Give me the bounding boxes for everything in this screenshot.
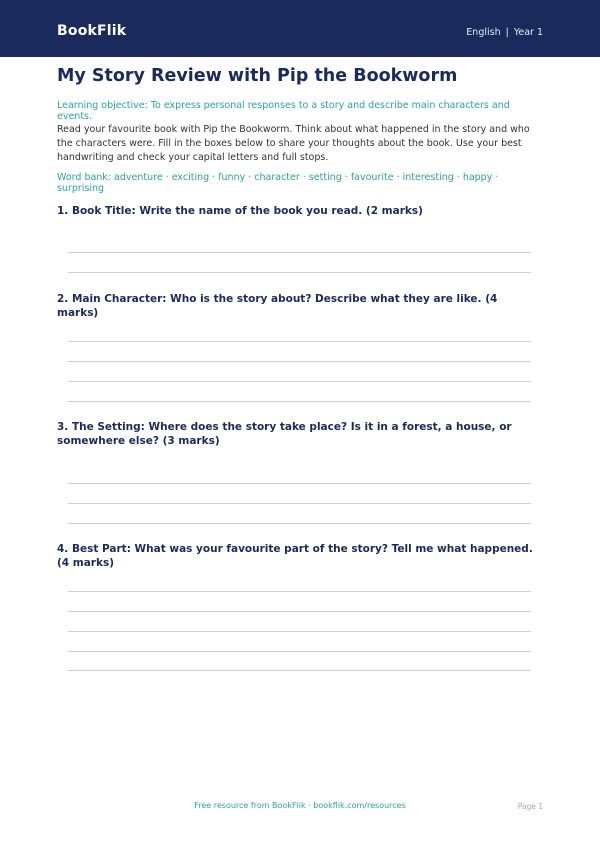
answer-line[interactable] [68,483,531,484]
answer-line[interactable] [68,651,531,652]
answer-line[interactable] [68,523,531,524]
worksheet-title: My Story Review with Pip the Bookworm [57,66,458,86]
answer-line[interactable] [68,401,531,402]
page-number: Page 1 [517,802,543,811]
answer-line[interactable] [68,503,531,504]
brand-logo-text: BookFlik [57,23,127,39]
word-bank: Word bank: adventure · exciting · funny · character · setting · favourite · interesting · happy · surprising [57,172,499,194]
answer-line[interactable] [68,591,531,592]
answer-line[interactable] [68,631,531,632]
answer-line[interactable] [68,361,531,362]
question-3: 3. The Setting: Where does the story take place? Is it in a forest, a house, or somewhere else? (3 marks) [57,421,512,447]
learning-objective: Learning objective: To express personal responses to a story and describe main characters and events. [57,100,510,122]
page-header [0,0,600,57]
year-label: Year 1 [513,27,543,38]
answer-line[interactable] [68,381,531,382]
answer-line[interactable] [68,341,531,342]
header-meta [466,27,543,38]
intro-paragraph: Read your favourite book with Pip the Bookworm. Think about what happened in the story and who the characters were. Fill in the boxes below to share your thoughts about the book. Use your best handwriting and check your capital letters and full stops. [57,124,530,163]
meta-separator: | [505,27,509,38]
question-4: 4. Best Part: What was your favourite part of the story? Tell me what happened. (4 marks) [57,543,533,569]
question-2: 2. Main Character: Who is the story about? Describe what they are like. (4 marks) [57,293,498,319]
footer-link[interactable]: Free resource from BookFlik · bookflik.com/resources [194,801,406,810]
answer-line[interactable] [68,252,531,253]
answer-line[interactable] [68,670,531,671]
question-1: 1. Book Title: Write the name of the book you read. (2 marks) [57,205,423,217]
answer-line[interactable] [68,272,531,273]
subject-label: English [466,27,501,38]
answer-line[interactable] [68,611,531,612]
